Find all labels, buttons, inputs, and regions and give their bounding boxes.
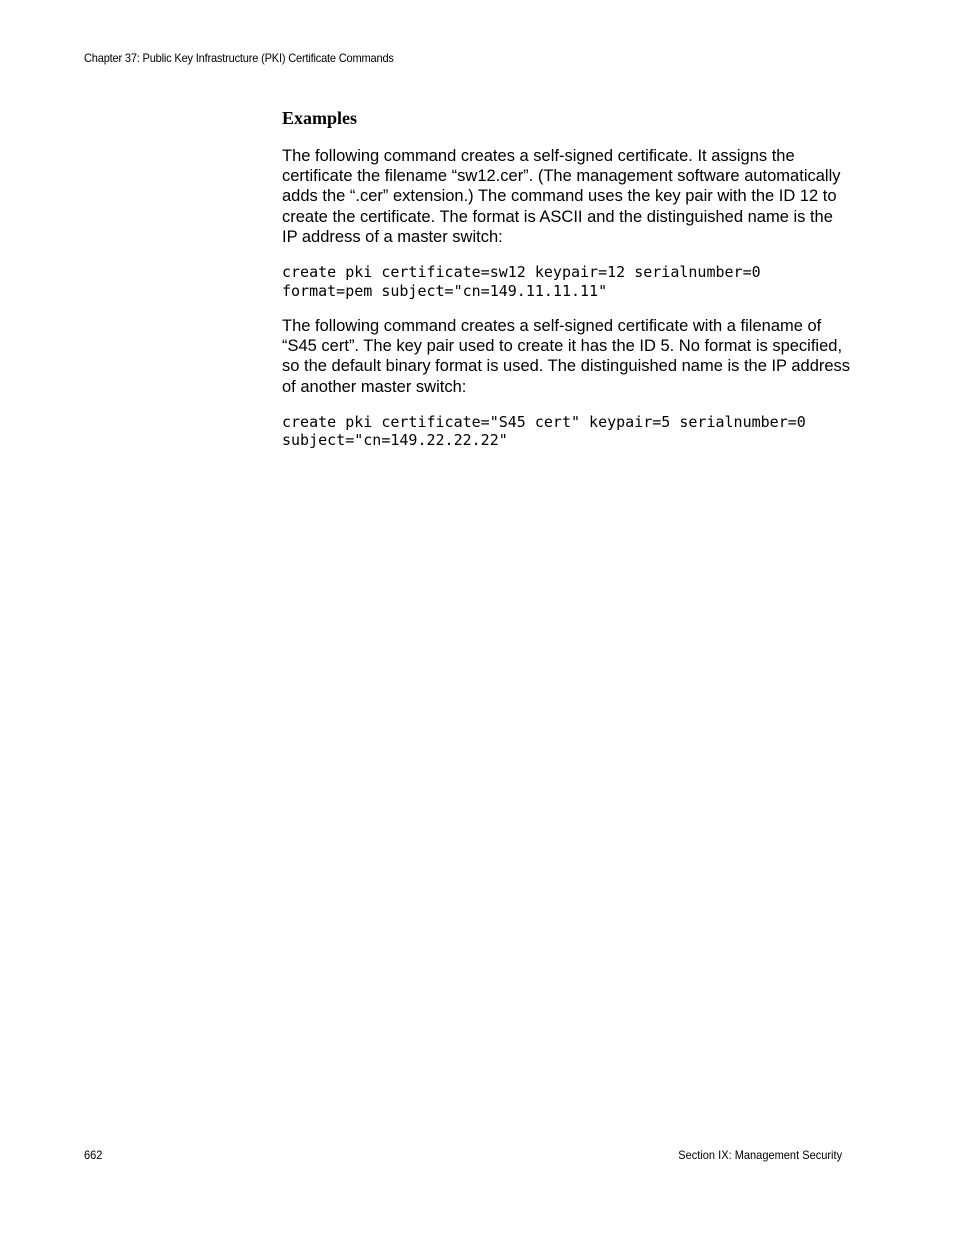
footer-section-title: Section IX: Management Security — [678, 1148, 842, 1162]
example-paragraph-1: The following command creates a self-signed certificate. It assigns the certificate the filename “sw12.cer”. (The management software automatically adds the “.cer” extension.) The command uses the key pair with the ID 12 to create the certificate. The format is ASCII and the distinguished name is the IP address of a master switch: — [282, 147, 841, 246]
running-header: Chapter 37: Public Key Infrastructure (PKI) Certificate Commands — [84, 51, 394, 65]
page-content — [282, 106, 852, 466]
code-example-2: create pki certificate="S45 cert" keypair=5 serialnumber=0 subject="cn=149.22.22.22" — [282, 412, 806, 450]
example-paragraph-2: The following command creates a self-signed certificate with a filename of “S45 cert”. The key pair used to create it has the ID 5. No format is specified, so the default binary format is used. The distinguished name is the IP address of another master switch: — [282, 317, 851, 396]
page-number: 662 — [84, 1148, 103, 1162]
section-heading: Examples — [282, 108, 358, 128]
code-example-1: create pki certificate=sw12 keypair=12 serialnumber=0 format=pem subject="cn=149.11.11.11" — [282, 263, 761, 300]
